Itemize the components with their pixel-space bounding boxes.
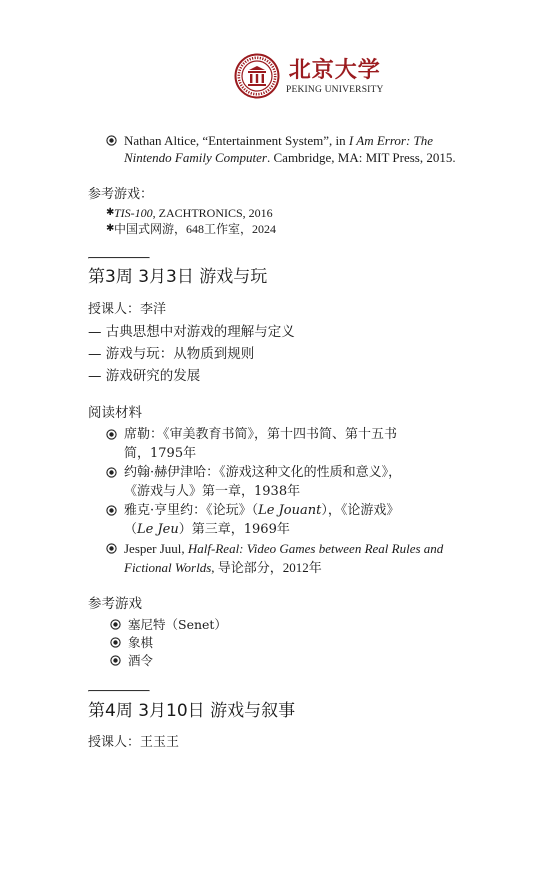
week3-topic: — 古典思想中对游戏的理解与定义 (88, 324, 295, 340)
circle-bullet-icon (106, 429, 117, 440)
game-item-senet: 塞尼特（Senet） (88, 616, 468, 634)
reading-item-henriot: 雅克·亨里约：《论玩》（Le Jouant），《论游戏》 （Le Jeu）第三章，1969年 (88, 501, 468, 539)
week4-instructor: 授课人：王玉王 (88, 735, 180, 750)
circle-bullet-icon (110, 655, 121, 666)
reading-item-schiller: 席勒：《审美教育书简》，第十四书简、第十五书 简，1795年 (88, 425, 468, 463)
week3-heading: 第3周 3月3日 游戏与玩 (88, 267, 268, 287)
circle-bullet-icon (106, 135, 117, 146)
reading-item-huizinga: 约翰·赫伊津哈：《游戏这种文化的性质和意义》， 《游戏与人》第一章，1938年 (88, 463, 468, 501)
reading-item-juul: Jesper Juul, Half-Real: Video Games between Real Rules and Fictional Worlds, 导论部分，2012年 (88, 539, 468, 577)
week3-topic: — 游戏与玩：从物质到规则 (88, 346, 255, 362)
circle-bullet-icon (106, 467, 117, 478)
week3-instructor: 授课人：李洋 (88, 302, 167, 317)
asterisk-bullet-icon: ✱ (106, 223, 115, 234)
game-item-jiuling: 酒令 (88, 652, 468, 670)
week3-games-label: 参考游戏 (88, 596, 142, 612)
university-seal-icon (234, 53, 280, 99)
week3-topic: — 游戏研究的发展 (88, 368, 201, 384)
circle-bullet-icon (110, 637, 121, 648)
logo-english-name: PEKING UNIVERSITY (286, 84, 384, 95)
circle-bullet-icon (106, 505, 117, 516)
top-games-label: 参考游戏： (88, 186, 154, 201)
circle-bullet-icon (106, 543, 117, 554)
game-item-chess: 象棋 (88, 634, 468, 652)
game-item-zhongguo: ✱ 中国式网游，648工作室，2024 (106, 222, 277, 236)
reading-item-altice: Nathan Altice, “Entertainment System”, in I Am Error: The Nintendo Family Computer. Cambridge, MA: MIT Press, 2015. (88, 132, 468, 166)
circle-bullet-icon (110, 619, 121, 630)
game-item-tis100: ✱ TIS-100, ZACHTRONICS, 2016 (106, 206, 273, 220)
university-logo (234, 53, 384, 99)
week4-heading: 第4周 3月10日 游戏与叙事 (88, 701, 296, 721)
readings-label: 阅读材料 (88, 405, 142, 421)
logo-chinese-name: 北京大学 (288, 57, 381, 83)
asterisk-bullet-icon: ✱ (106, 207, 115, 218)
